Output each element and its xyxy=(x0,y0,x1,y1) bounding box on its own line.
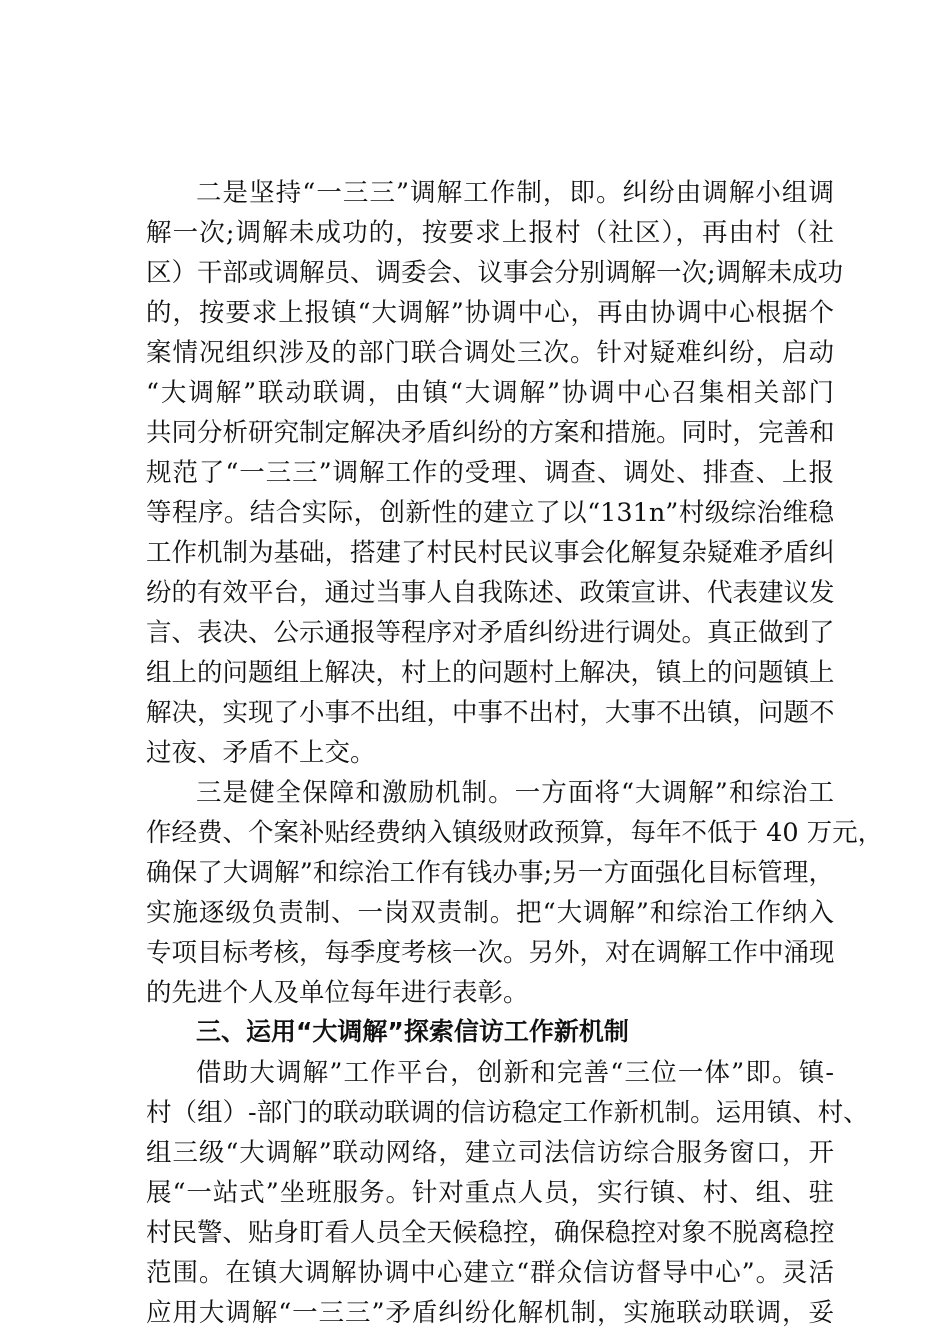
text-line: 言、表决、公示通报等程序对矛盾纠纷进行调处。真正做到了 xyxy=(146,618,835,648)
text-line: 共同分析研究制定解决矛盾纠纷的方案和措施。同时，完善和 xyxy=(146,418,835,448)
text-line: 组上的问题组上解决，村上的问题村上解决，镇上的问题镇上 xyxy=(146,658,835,688)
text-line: 解一次;调解未成功的，按要求上报村（社区），再由村（社 xyxy=(146,218,834,248)
text-line: 工作机制为基础，搭建了村民村民议事会化解复杂疑难矛盾纠 xyxy=(146,538,835,568)
text-line: 村民警、贴身盯看人员全天候稳控，确保稳控对象不脱离稳控 xyxy=(146,1218,835,1248)
text-line: 应用大调解“一三三”矛盾纠纷化解机制，实施联动联调，妥 xyxy=(146,1298,834,1328)
text-line: 案情况组织涉及的部门联合调处三次。针对疑难纠纷，启动 xyxy=(146,338,834,368)
text-line: 解决，实现了小事不出组，中事不出村，大事不出镇，问题不 xyxy=(146,698,835,728)
text-line: 纷的有效平台，通过当事人自我陈述、政策宣讲、代表建议发 xyxy=(146,578,835,608)
text-line: 展“一站式”坐班服务。针对重点人员，实行镇、村、组、驻 xyxy=(146,1178,834,1208)
text-line: 二是坚持“一三三”调解工作制，即。纠纷由调解小组调 xyxy=(196,178,834,208)
text-line: “大调解”联动联调，由镇“大调解”协调中心召集相关部门 xyxy=(146,378,834,408)
text-line: 的，按要求上报镇“大调解”协调中心，再由协调中心根据个 xyxy=(146,298,834,328)
text-line: 组三级“大调解”联动网络，建立司法信访综合服务窗口，开 xyxy=(146,1138,834,1168)
text-line: 借助大调解”工作平台，创新和完善“三位一体”即。镇- xyxy=(196,1058,834,1088)
text-line: 确保了大调解”和综治工作有钱办事;另一方面强化目标管理， xyxy=(146,858,834,888)
text-line: 的先进个人及单位每年进行表彰。 xyxy=(146,978,529,1008)
text-line: 村（组）-部门的联动联调的信访稳定工作新机制。运用镇、村、 xyxy=(146,1098,869,1128)
text-line: 等程序。结合实际，创新性的建立了以“131n”村级综治维稳 xyxy=(146,498,834,528)
text-line: 作经费、个案补贴经费纳入镇级财政预算，每年不低于 40 万元， xyxy=(146,818,884,848)
text-line: 范围。在镇大调解协调中心建立“群众信访督导中心”。灵活 xyxy=(146,1258,834,1288)
text-line: 区）干部或调解员、调委会、议事会分别调解一次;调解未成功 xyxy=(146,258,844,288)
text-line: 三是健全保障和激励机制。一方面将“大调解”和综治工 xyxy=(196,778,834,808)
text-line: 专项目标考核，每季度考核一次。另外，对在调解工作中涌现 xyxy=(146,938,835,968)
section-heading: 三、运用“大调解”探索信访工作新机制 xyxy=(196,1017,629,1046)
text-line: 过夜、矛盾不上交。 xyxy=(146,738,376,768)
text-line: 规范了“一三三”调解工作的受理、调查、调处、排查、上报 xyxy=(146,458,834,488)
text-line: 实施逐级负责制、一岗双责制。把“大调解”和综治工作纳入 xyxy=(146,898,834,928)
